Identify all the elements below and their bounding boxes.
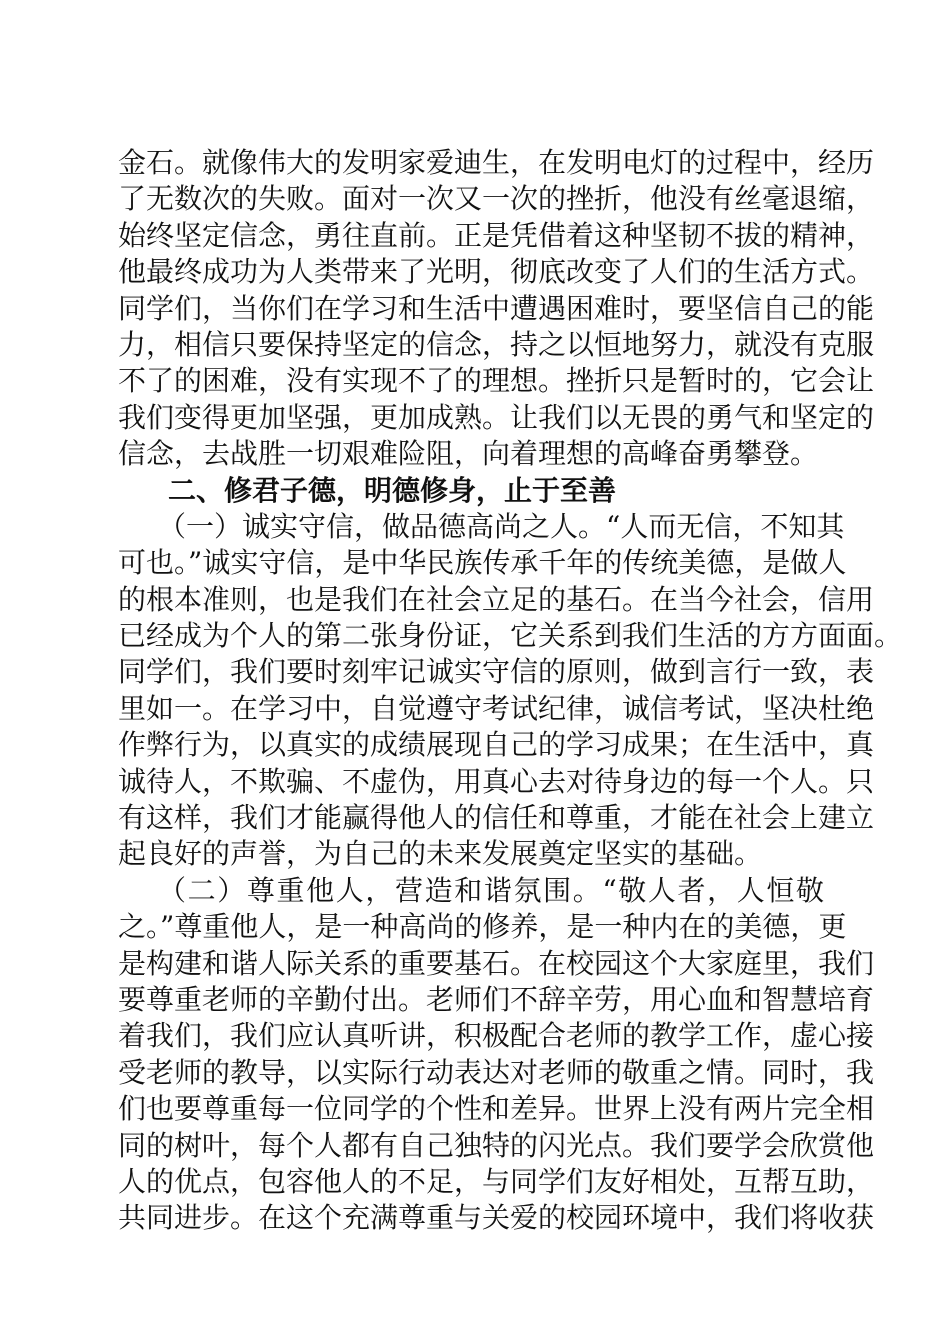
- text-line: 力，相信只要保持坚定的信念，持之以恒地努力，就没有克服: [118, 327, 875, 361]
- paragraph: [118, 873, 875, 1237]
- text-line: 受老师的教导，以实际行动表达对老师的敬重之情。同时，我: [118, 1055, 875, 1089]
- text-line: 之。”尊重他人，是一种高尚的修养，是一种内在的美德，更: [118, 910, 847, 944]
- text-line: （二）尊重他人，营造和谐氛围。“敬人者，人恒敬: [158, 873, 824, 907]
- text-line: 他最终成功为人类带来了光明，彻底改变了人们的生活方式。: [118, 255, 875, 289]
- text-line: 里如一。在学习中，自觉遵守考试纪律，诚信考试，坚决杜绝: [118, 691, 875, 725]
- text-line: 作弊行为，以真实的成绩展现自己的学习成果；在生活中，真: [118, 728, 875, 762]
- text-line: 们也要尊重每一位同学的个性和差异。世界上没有两片完全相: [118, 1092, 875, 1126]
- text-line: 同学们，当你们在学习和生活中遭遇困难时，要坚信自己的能: [118, 291, 875, 325]
- text-line: 的根本准则，也是我们在社会立足的基石。在当今社会，信用: [118, 582, 875, 616]
- text-line: 了无数次的失败。面对一次又一次的挫折，他没有丝毫退缩，: [118, 182, 875, 216]
- paragraph: [118, 145, 875, 473]
- paragraph: [118, 509, 903, 873]
- text-line: 是构建和谐人际关系的重要基石。在校园这个大家庭里，我们: [118, 946, 875, 980]
- text-line: 诚待人，不欺骗、不虚伪，用真心去对待身边的每一个人。只: [118, 764, 875, 798]
- text-line: （一）诚实守信，做品德高尚之人。“人而无信，不知其: [158, 509, 845, 543]
- text-line: 可也。”诚实守信，是中华民族传承千年的传统美德，是做人: [118, 546, 847, 580]
- text-line: 已经成为个人的第二张身份证，它关系到我们生活的方方面面。: [118, 619, 903, 653]
- text-line: 要尊重老师的辛勤付出。老师们不辞辛劳，用心血和智慧培育: [118, 982, 875, 1016]
- text-line: 我们变得更加坚强，更加成熟。让我们以无畏的勇气和坚定的: [118, 400, 875, 434]
- text-line: 有这样，我们才能赢得他人的信任和尊重，才能在社会上建立: [118, 801, 875, 835]
- text-line: 共同进步。在这个充满尊重与关爱的校园环境中，我们将收获: [118, 1201, 875, 1235]
- text-line: 人的优点，包容他人的不足，与同学们友好相处，互帮互助，: [118, 1164, 875, 1198]
- text-line: 信念，去战胜一切艰难险阻，向着理想的高峰奋勇攀登。: [118, 437, 819, 471]
- text-line: 不了的困难，没有实现不了的理想。挫折只是暂时的，它会让: [118, 364, 875, 398]
- text-line: 金石。就像伟大的发明家爱迪生，在发明电灯的过程中，经历: [118, 146, 875, 179]
- section-heading: [118, 473, 824, 509]
- text-line: 同的树叶，每个人都有自己独特的闪光点。我们要学会欣赏他: [118, 1128, 875, 1162]
- document-body: [118, 145, 903, 1237]
- heading-text: 二、修君子德，明德修身，止于至善: [168, 473, 617, 507]
- text-line: 起良好的声誉，为自己的未来发展奠定坚实的基础。: [118, 837, 763, 871]
- text-line: 着我们，我们应认真听讲，积极配合老师的教学工作，虚心接: [118, 1019, 875, 1053]
- text-line: 始终坚定信念，勇往直前。正是凭借着这种坚韧不拔的精神，: [118, 218, 875, 252]
- text-line: 同学们，我们要时刻牢记诚实守信的原则，做到言行一致，表: [118, 655, 875, 689]
